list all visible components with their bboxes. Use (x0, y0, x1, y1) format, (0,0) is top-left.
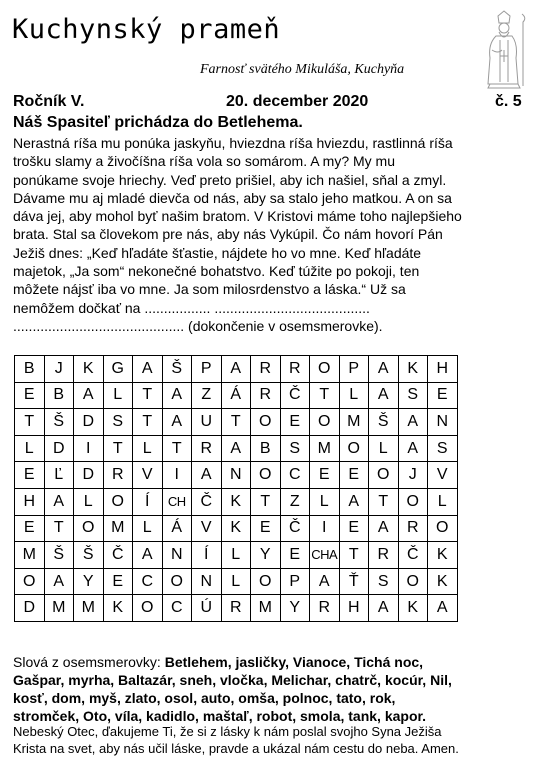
wordsearch-cell: A (133, 356, 163, 383)
wordsearch-cell: Š (44, 542, 74, 569)
wordsearch-cell: A (162, 382, 192, 409)
wordsearch-cell: A (133, 542, 163, 569)
wordsearch-cell: V (428, 462, 458, 489)
wordsearch-cell: I (310, 515, 340, 542)
wordsearch-cell: E (339, 515, 369, 542)
wordsearch-cell: A (369, 356, 399, 383)
wordsearch-cell: V (133, 462, 163, 489)
closing-line: Krista na svet, aby nás učil láske, pravde a ukázal nám cestu do neba. Amen. (13, 741, 459, 756)
wordsearch-cell: D (74, 409, 104, 436)
wordsearch-cell: A (428, 595, 458, 622)
wordsearch-cell: E (15, 382, 45, 409)
wordsearch-cell: K (74, 356, 104, 383)
wordsearch-cell: M (339, 409, 369, 436)
wordsearch-cell: K (398, 356, 428, 383)
wordsearch-cell: Á (221, 382, 251, 409)
wordsearch-cell: N (428, 409, 458, 436)
wordsearch-cell: O (398, 488, 428, 515)
wordsearch-cell: L (369, 435, 399, 462)
word-list-words: Gašpar, myrha, Baltazár, sneh, vločka, Melichar, chatrč, kocúr, Nil, (13, 672, 452, 688)
wordsearch-cell: L (339, 382, 369, 409)
wordsearch-cell: R (251, 356, 281, 383)
wordsearch-cell: H (339, 595, 369, 622)
wordsearch-cell: Á (162, 515, 192, 542)
wordsearch-cell: O (162, 568, 192, 595)
wordsearch-cell: T (339, 542, 369, 569)
wordsearch-cell: M (15, 542, 45, 569)
wordsearch-cell: S (103, 409, 133, 436)
wordsearch-cell: K (221, 488, 251, 515)
wordsearch-cell: S (369, 568, 399, 595)
wordsearch-cell: L (428, 488, 458, 515)
wordsearch-cell: R (280, 356, 310, 383)
wordsearch-cell: A (369, 595, 399, 622)
wordsearch-row (15, 542, 458, 569)
saint-nicholas-illustration (478, 10, 530, 90)
word-list-words: Betlehem, jasličky, Vianoce, Tichá noc, (164, 654, 424, 670)
wordsearch-cell: I (74, 435, 104, 462)
wordsearch-cell: A (162, 409, 192, 436)
article-line: dáva jej, aby mohol byť našim bratom. V Kristovi máme toho najlepšieho (13, 208, 462, 225)
wordsearch-cell: T (133, 382, 163, 409)
word-list (13, 653, 529, 725)
wordsearch-row (15, 462, 458, 489)
wordsearch-cell: N (162, 542, 192, 569)
word-list-label: Slová z osemsmerovky: (13, 654, 165, 670)
wordsearch-row (15, 595, 458, 622)
wordsearch-cell: O (74, 515, 104, 542)
wordsearch-cell: K (428, 542, 458, 569)
wordsearch-cell: T (103, 435, 133, 462)
wordsearch-cell: M (44, 595, 74, 622)
wordsearch-cell: L (133, 515, 163, 542)
wordsearch-cell: R (103, 462, 133, 489)
wordsearch-cell: E (428, 382, 458, 409)
wordsearch-cell: L (221, 542, 251, 569)
wordsearch-cell: T (221, 409, 251, 436)
wordsearch-cell: Ú (192, 595, 222, 622)
wordsearch-cell: Y (74, 568, 104, 595)
closing-prayer (13, 723, 533, 757)
wordsearch-cell: E (310, 462, 340, 489)
wordsearch-cell: L (310, 488, 340, 515)
wordsearch-cell: A (44, 568, 74, 595)
wordsearch-cell: O (133, 595, 163, 622)
wordsearch-cell: O (251, 462, 281, 489)
wordsearch-grid (14, 355, 458, 622)
wordsearch-cell: Č (398, 542, 428, 569)
article-line: Dávame mu aj mladé dievča od nás, aby sa stalo jeho matkou. A on sa (13, 189, 452, 206)
wordsearch-cell: A (369, 382, 399, 409)
wordsearch-cell: P (339, 356, 369, 383)
wordsearch-cell: Ť (339, 568, 369, 595)
article-line: ............................................ (dokončenie v osemsmerovke). (13, 317, 383, 334)
wordsearch-cell: H (428, 356, 458, 383)
wordsearch-cell: V (192, 515, 222, 542)
wordsearch-cell: S (428, 435, 458, 462)
word-list-words: kosť, dom, myš, zlato, osol, auto, omša, polnoc, tato, rok, (13, 690, 396, 706)
issue-date: 20. december 2020 (226, 93, 369, 110)
wordsearch-cell: M (103, 515, 133, 542)
wordsearch-cell: O (310, 356, 340, 383)
wordsearch-cell: CHA (310, 542, 340, 569)
wordsearch-cell: O (339, 435, 369, 462)
wordsearch-cell: I (162, 462, 192, 489)
wordsearch-row (15, 488, 458, 515)
wordsearch-cell: R (192, 435, 222, 462)
wordsearch-cell: Y (251, 542, 281, 569)
wordsearch-cell: Í (133, 488, 163, 515)
wordsearch-cell: Š (74, 542, 104, 569)
wordsearch-cell: T (44, 515, 74, 542)
wordsearch-cell: Š (44, 409, 74, 436)
wordsearch-cell: R (310, 595, 340, 622)
wordsearch-cell: L (74, 488, 104, 515)
wordsearch-cell: Č (280, 382, 310, 409)
wordsearch-cell: A (398, 409, 428, 436)
wordsearch-cell: E (15, 515, 45, 542)
wordsearch-cell: M (310, 435, 340, 462)
article-body (13, 134, 529, 335)
wordsearch-cell: A (369, 515, 399, 542)
wordsearch-cell: Č (280, 515, 310, 542)
wordsearch-cell: Z (192, 382, 222, 409)
wordsearch-cell: O (428, 515, 458, 542)
wordsearch-cell: B (15, 356, 45, 383)
wordsearch-row (15, 568, 458, 595)
wordsearch-cell: H (15, 488, 45, 515)
wordsearch-cell: E (280, 542, 310, 569)
wordsearch-cell: Z (280, 488, 310, 515)
wordsearch-cell: L (15, 435, 45, 462)
article-line: trošku slamy a živočíšna ríša vola so somárom. A my? My mu (13, 153, 396, 170)
wordsearch-cell: R (398, 515, 428, 542)
wordsearch-cell: P (280, 568, 310, 595)
article-line: nemôžem dočkať na ................. ........................................ (13, 299, 370, 316)
article-line: majetok, „Ja som“ nekonečné bohatstvo. Keď túžite po pokoji, ten (13, 263, 420, 280)
wordsearch-cell: O (251, 568, 281, 595)
article-line: ponúkame svoje hriechy. Veď preto prišiel, aby ich našiel, sňal a zmyl. (13, 171, 447, 188)
wordsearch-cell: Š (369, 409, 399, 436)
wordsearch-cell: K (398, 595, 428, 622)
wordsearch-cell: E (339, 462, 369, 489)
wordsearch-cell: A (310, 568, 340, 595)
wordsearch-cell: T (133, 409, 163, 436)
wordsearch-cell: E (103, 568, 133, 595)
wordsearch-cell: Š (162, 356, 192, 383)
wordsearch-cell: T (310, 382, 340, 409)
wordsearch-cell: D (15, 595, 45, 622)
article-line: môžete nájsť iba vo mne. Ja som milosrdenstvo a láska.“ Už sa (13, 281, 406, 298)
wordsearch-cell: C (133, 568, 163, 595)
wordsearch-cell: O (369, 462, 399, 489)
parish-name: Farnosť svätého Mikuláša, Kuchyňa (200, 62, 405, 77)
wordsearch-cell: K (103, 595, 133, 622)
article-line: Nerastná ríša mu ponúka jaskyňu, hviezdna ríša hviezdu, rastlinná ríša (13, 135, 453, 151)
wordsearch-cell: O (398, 568, 428, 595)
wordsearch-cell: D (74, 462, 104, 489)
wordsearch-cell: M (251, 595, 281, 622)
wordsearch-cell: C (280, 462, 310, 489)
article-headline: Náš Spasiteľ prichádza do Betlehema. (13, 114, 303, 131)
wordsearch-cell: O (103, 488, 133, 515)
wordsearch-row (15, 515, 458, 542)
wordsearch-cell: T (251, 488, 281, 515)
wordsearch-cell: J (44, 356, 74, 383)
wordsearch-cell: R (251, 382, 281, 409)
wordsearch-cell: Č (192, 488, 222, 515)
wordsearch-cell: A (221, 356, 251, 383)
wordsearch-cell: Ľ (44, 462, 74, 489)
wordsearch-cell: CH (162, 488, 192, 515)
wordsearch-cell: S (398, 382, 428, 409)
wordsearch-cell: E (15, 462, 45, 489)
wordsearch-row (15, 409, 458, 436)
wordsearch-cell: K (428, 568, 458, 595)
wordsearch-cell: A (192, 462, 222, 489)
wordsearch-row (15, 356, 458, 383)
wordsearch-cell: T (15, 409, 45, 436)
wordsearch-cell: D (44, 435, 74, 462)
word-list-line (13, 671, 529, 689)
volume-label: Ročník V. (13, 93, 85, 110)
wordsearch-cell: M (74, 595, 104, 622)
wordsearch-cell: P (192, 356, 222, 383)
wordsearch-cell: U (192, 409, 222, 436)
wordsearch-row (15, 382, 458, 409)
wordsearch-cell: R (369, 542, 399, 569)
word-list-line (13, 689, 529, 707)
wordsearch-cell: J (398, 462, 428, 489)
wordsearch-cell: L (221, 568, 251, 595)
wordsearch-cell: O (310, 409, 340, 436)
wordsearch-cell: A (398, 435, 428, 462)
wordsearch-cell: R (221, 595, 251, 622)
wordsearch-cell: Í (192, 542, 222, 569)
article-line: Ježiš dnes: „Keď hľadáte šťastie, nájdete ho vo mne. Keď hľadáte (13, 244, 422, 261)
wordsearch-cell: O (15, 568, 45, 595)
article-line: brata. Stal sa človekom pre nás, aby nás Vykúpil. Čo nám hovorí Pán (13, 226, 443, 243)
wordsearch-cell: A (221, 435, 251, 462)
wordsearch-cell: O (251, 409, 281, 436)
wordsearch-cell: E (251, 515, 281, 542)
wordsearch-cell: B (251, 435, 281, 462)
masthead-title: Kuchynský prameň (12, 14, 281, 45)
wordsearch-cell: E (280, 409, 310, 436)
wordsearch-cell: N (221, 462, 251, 489)
wordsearch-cell: A (339, 488, 369, 515)
wordsearch-cell: L (133, 435, 163, 462)
wordsearch-cell: T (369, 488, 399, 515)
closing-line: Nebeský Otec, ďakujeme Ti, že si z lásky k nám poslal svojho Syna Ježiša (13, 724, 442, 739)
issue-number: č. 5 (495, 93, 522, 110)
wordsearch-row (15, 435, 458, 462)
wordsearch-cell: N (192, 568, 222, 595)
word-list-line (13, 653, 529, 671)
word-list-words: stromček, Oto, víla, kadidlo, maštaľ, robot, smola, tank, kapor. (13, 708, 427, 724)
wordsearch-cell: A (74, 382, 104, 409)
wordsearch-cell: Y (280, 595, 310, 622)
wordsearch-cell: T (162, 435, 192, 462)
wordsearch-cell: G (103, 356, 133, 383)
wordsearch-cell: K (221, 515, 251, 542)
wordsearch-cell: L (103, 382, 133, 409)
wordsearch-cell: C (162, 595, 192, 622)
wordsearch-cell: B (44, 382, 74, 409)
wordsearch-cell: S (280, 435, 310, 462)
wordsearch-cell: Č (103, 542, 133, 569)
wordsearch-cell: A (44, 488, 74, 515)
